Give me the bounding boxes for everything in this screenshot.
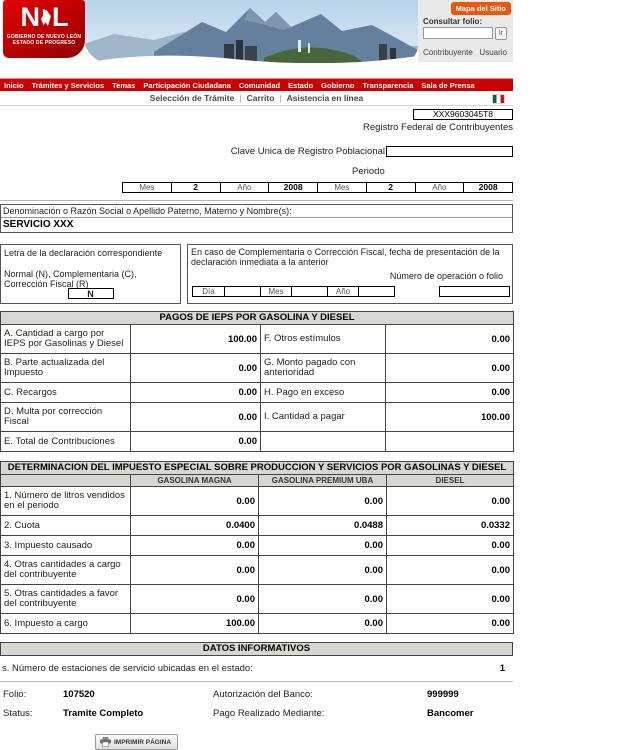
- taxpayer-name-label: Denominación o Razón Social o Apellido Paterno, Materno y Nombre(s):: [1, 205, 512, 218]
- bank-auth-label: Autorización del Banco:: [213, 689, 313, 700]
- print-page-button[interactable]: [95, 734, 178, 750]
- period-cell-label: Año: [415, 183, 464, 192]
- row-value: 100.00: [131, 614, 259, 634]
- site-map-button[interactable]: Mapa del Sitio: [451, 2, 511, 15]
- period-cell-label: Mes: [317, 183, 366, 192]
- info-row-status: [0, 704, 513, 723]
- summary-info: [0, 685, 513, 723]
- printer-icon: [100, 737, 111, 747]
- date-cell-dia: Día: [202, 287, 215, 296]
- table-row: [1, 536, 514, 556]
- period-cell-value: 2: [171, 183, 220, 192]
- row-label: [261, 432, 386, 452]
- row-label: 3. Impuesto causado: [1, 536, 131, 556]
- row-value: 0.0488: [259, 516, 387, 536]
- row-value: 100.00: [386, 403, 514, 432]
- row-label: B. Parte actualizada del Impuesto: [1, 354, 131, 383]
- subnav-seleccion-tramite[interactable]: Selección de Trámite: [149, 93, 235, 103]
- period-cell-value: 2008: [268, 183, 317, 192]
- row-label: D. Multa por corrección Fiscal: [1, 403, 131, 432]
- row-value: 0.00: [131, 487, 259, 516]
- logo-line1: GOBIERNO DE NUEVO LEÓN: [6, 34, 82, 40]
- nav-item-participacion[interactable]: Participación Ciudadana: [143, 80, 231, 90]
- subnav-asistencia[interactable]: Asistencia en línea: [286, 93, 364, 103]
- rfc-value-box[interactable]: XXX9603045T8: [413, 109, 513, 120]
- status-label: Status:: [3, 708, 33, 719]
- row-value: 0.00: [387, 585, 514, 614]
- stations-value: 1: [499, 663, 505, 674]
- column-header-row: [1, 475, 514, 487]
- pagos-table-title: PAGOS DE IEPS POR GASOLINA Y DIESEL: [1, 312, 514, 325]
- row-label: 1. Número de litros vendidos en el periodo: [1, 487, 131, 516]
- table-row: [1, 403, 514, 432]
- period-cell-value: 2008: [463, 183, 512, 192]
- declaration-letter-box: [0, 244, 181, 304]
- column-header-empty: [1, 475, 131, 487]
- period-label: Periodo: [352, 166, 385, 177]
- table-row: [1, 383, 514, 403]
- complementary-box: [187, 244, 513, 304]
- taxpayer-name-value: SERVICIO XXX: [3, 219, 74, 230]
- consult-folio-input[interactable]: [423, 27, 493, 39]
- date-cell-ano: Año: [327, 287, 358, 296]
- row-value: 0.00: [386, 325, 514, 354]
- period-cell-label: Año: [220, 183, 269, 192]
- table-row: [1, 614, 514, 634]
- subnav-separator: |: [239, 93, 242, 103]
- row-value: 0.00: [131, 403, 261, 432]
- row-label: I. Cantidad a pagar: [261, 403, 386, 432]
- row-value: [386, 432, 514, 452]
- operation-number-label: Número de operación o folio: [389, 271, 503, 281]
- letter-line2: Normal (N), Complementaria (C), Corrección Fiscal (R): [4, 269, 137, 289]
- row-value: 0.00: [259, 536, 387, 556]
- column-header: GASOLINA PREMIUM UBA: [259, 475, 387, 487]
- row-label: 5. Otras cantidades a favor del contribuyente: [1, 585, 131, 614]
- mountain-image: [84, 0, 418, 63]
- row-value: 0.00: [259, 614, 387, 634]
- previous-declaration-date: [192, 286, 395, 297]
- row-value: 0.00: [131, 536, 259, 556]
- sub-nav: [0, 91, 513, 106]
- determinacion-table-title: DETERMINACION DEL IMPUESTO ESPECIAL SOBRE PRODUCCION Y SERVICIOS POR GASOLINAS Y DIESEL: [1, 462, 514, 475]
- row-value: 0.00: [259, 556, 387, 585]
- row-value: 0.00: [387, 536, 514, 556]
- taxpayer-name-box: [0, 204, 513, 233]
- curp-label: Clave Unica de Registro Poblacional: [230, 146, 385, 157]
- table-row: [1, 556, 514, 585]
- row-label: 4. Otras cantidades a cargo del contribuyente: [1, 556, 131, 585]
- row-value: 0.00: [131, 432, 261, 452]
- row-value: 0.00: [259, 487, 387, 516]
- row-label: G. Monto pagado con anterioridad: [261, 354, 386, 383]
- row-value: 0.00: [131, 354, 261, 383]
- row-value: 0.0400: [131, 516, 259, 536]
- declaration-letter-value: N: [68, 288, 114, 299]
- site-header: [0, 0, 513, 76]
- period-table: [122, 182, 513, 193]
- complementary-text: En caso de Complementaria o Corrección Fiscal, fecha de presentación de la declaración inmediata a la anterior: [191, 247, 500, 267]
- row-value: 0.00: [387, 614, 514, 634]
- bank-auth-value: 999999: [427, 689, 459, 700]
- curp-input[interactable]: [386, 146, 513, 157]
- consult-folio-label: Consultar folio:: [423, 17, 483, 26]
- usuario-link[interactable]: Usuario: [479, 48, 507, 57]
- state-map-icon: [40, 9, 51, 26]
- stations-row: [0, 663, 513, 674]
- row-value: 0.00: [386, 383, 514, 403]
- divider: [0, 200, 513, 201]
- table-row: [1, 354, 514, 383]
- info-row-folio: [0, 685, 513, 704]
- operation-number-box: [439, 286, 510, 297]
- nav-item-estado[interactable]: Estado: [288, 80, 314, 90]
- date-cell-blank: [224, 287, 260, 296]
- nav-item-comunidad[interactable]: Comunidad: [238, 80, 281, 90]
- column-header: GASOLINA MAGNA: [131, 475, 259, 487]
- row-label: 6. Impuesto a cargo: [1, 614, 131, 634]
- table-row: [1, 325, 514, 354]
- period-cell-label: Mes: [139, 183, 155, 192]
- date-cell-blank: [358, 287, 394, 296]
- row-value: 0.00: [387, 487, 514, 516]
- nav-item-gobierno[interactable]: Gobierno: [321, 80, 355, 90]
- row-value: 0.00: [131, 585, 259, 614]
- row-label: 2. Cuota: [1, 516, 131, 536]
- print-page-label: IMPRIMIR PÁGINA: [114, 738, 172, 746]
- folio-value: 107520: [63, 689, 95, 700]
- row-label: C. Recargos: [1, 383, 131, 403]
- nl-logo[interactable]: [3, 0, 85, 58]
- pagos-ieps-table: [0, 311, 514, 452]
- column-header: DIESEL: [387, 475, 514, 487]
- row-label: H. Pago en exceso: [261, 383, 386, 403]
- mexico-flag-icon: [493, 95, 504, 103]
- row-value: 100.00: [131, 325, 261, 354]
- subnav-separator: |: [279, 93, 282, 103]
- row-value: 0.00: [131, 383, 261, 403]
- contribuyente-link[interactable]: Contribuyente: [423, 48, 473, 57]
- row-label: E. Total de Contribuciones: [1, 432, 131, 452]
- logo-line2: ESTADO DE PROGRESO: [12, 40, 76, 46]
- declaration-form: [0, 109, 513, 750]
- banner-photo: [84, 0, 418, 63]
- ir-button[interactable]: Ir: [495, 27, 507, 40]
- row-value: 0.00: [131, 556, 259, 585]
- row-value: 0.0332: [387, 516, 514, 536]
- row-label: F. Otros estímulos: [261, 325, 386, 354]
- folio-label: Folio:: [3, 689, 27, 700]
- determinacion-table: [0, 461, 514, 634]
- header-panel: [418, 0, 513, 62]
- table-row: [1, 516, 514, 536]
- period-cell-value: 2: [366, 183, 415, 192]
- nav-item-sala-de-prensa[interactable]: Sala de Prensa: [421, 80, 475, 90]
- row-value: 0.00: [387, 556, 514, 585]
- date-cell-mes: Mes: [260, 287, 291, 296]
- date-cell-blank: [291, 287, 327, 296]
- letter-line1: Letra de la declaración correspondiente: [4, 248, 163, 258]
- table-row: [1, 432, 514, 452]
- nav-item-inicio[interactable]: Inicio: [4, 80, 24, 90]
- row-value: 0.00: [259, 585, 387, 614]
- nav-item-temas[interactable]: Temas: [112, 80, 136, 90]
- main-nav: [0, 78, 513, 91]
- payment-method-label: Pago Realizado Mediante:: [213, 708, 325, 719]
- status-value: Tramite Completo: [63, 708, 144, 719]
- stations-label: s. Número de estaciones de servicio ubicadas en el estado:: [2, 663, 253, 674]
- divider: [0, 681, 513, 682]
- subnav-carrito[interactable]: Carrito: [246, 93, 275, 103]
- nav-item-transparencia[interactable]: Transparencia: [362, 80, 414, 90]
- datos-informativos-title: DATOS INFORMATIVOS: [0, 642, 513, 656]
- table-row: [1, 585, 514, 614]
- rfc-label: Registro Federal de Contribuyentes: [363, 122, 513, 133]
- payment-method-value: Bancomer: [427, 708, 474, 719]
- nav-item-tramites[interactable]: Trámites y Servicios: [31, 80, 105, 90]
- row-value: 0.00: [386, 354, 514, 383]
- table-row: [1, 487, 514, 516]
- nl-logo-acronym: N L: [20, 2, 68, 32]
- row-label: A. Cantidad a cargo por IEPS por Gasolinas y Diesel: [1, 325, 131, 354]
